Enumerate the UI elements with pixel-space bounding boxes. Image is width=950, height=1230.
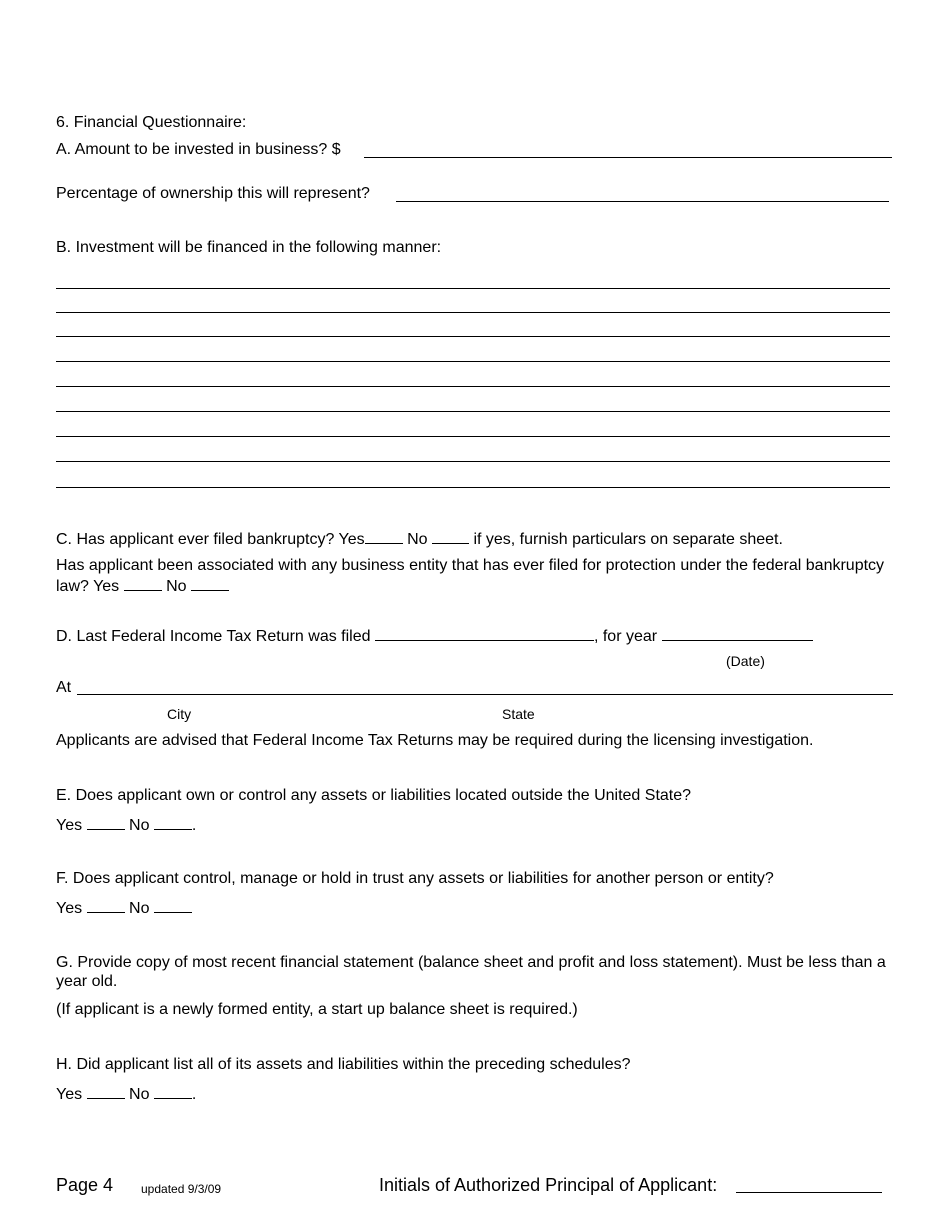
no-label: No xyxy=(129,1086,150,1103)
date-caption: (Date) xyxy=(726,653,765,669)
financing-manner-label: B. Investment will be financed in the following manner: xyxy=(56,239,442,256)
period: . xyxy=(191,1086,197,1103)
foreign-assets-answer xyxy=(56,814,196,835)
financing-line[interactable] xyxy=(56,312,890,313)
foreign-assets-question: E. Does applicant own or control any assets or liabilities located outside the United State? xyxy=(56,787,692,804)
amount-invested-field[interactable] xyxy=(364,157,892,158)
yes-label: Yes xyxy=(56,900,83,917)
initials-field[interactable] xyxy=(736,1192,882,1193)
no-label: No xyxy=(129,817,150,834)
association-no-label: No xyxy=(166,578,187,595)
bankruptcy-yes-field[interactable] xyxy=(365,528,403,544)
trust-assets-answer xyxy=(56,897,192,918)
financing-line[interactable] xyxy=(56,436,890,437)
foreign-assets-no-field[interactable] xyxy=(154,814,192,830)
bankruptcy-instructions: if yes, furnish particulars on separate sheet. xyxy=(473,531,783,548)
financing-line[interactable] xyxy=(56,361,890,362)
tax-return-advisory: Applicants are advised that Federal Income Tax Returns may be required during the licensing investigation. xyxy=(56,732,814,749)
ownership-percentage-label: Percentage of ownership this will represent? xyxy=(56,185,370,202)
city-caption: City xyxy=(167,706,192,722)
at-label: At xyxy=(56,679,72,696)
financing-line[interactable] xyxy=(56,386,890,387)
financing-line[interactable] xyxy=(56,461,890,462)
bankruptcy-question-text: C. Has applicant ever filed bankruptcy? Yes xyxy=(56,531,365,548)
financing-line[interactable] xyxy=(56,411,890,412)
assets-listed-answer xyxy=(56,1083,196,1104)
page-number: Page 4 xyxy=(56,1175,114,1195)
financial-statement-instruction: G. Provide copy of most recent financial statement (balance sheet and profit and loss statement). Must be less than a year old. xyxy=(56,954,886,990)
financing-line[interactable] xyxy=(56,336,890,337)
tax-year-field[interactable] xyxy=(662,625,813,641)
foreign-assets-yes-field[interactable] xyxy=(87,814,125,830)
location-field[interactable] xyxy=(77,694,893,695)
bankruptcy-association-text: Has applicant been associated with any business entity that has ever filed for protection under the federal bankruptcy law? Yes xyxy=(56,557,885,595)
assets-listed-no-field[interactable] xyxy=(154,1083,192,1099)
tax-return-date-field[interactable] xyxy=(375,625,594,641)
assets-listed-question: H. Did applicant list all of its assets and liabilities within the preceding schedules? xyxy=(56,1056,631,1073)
yes-label: Yes xyxy=(56,817,83,834)
amount-invested-label: A. Amount to be invested in business? $ xyxy=(56,141,341,158)
initials-label: Initials of Authorized Principal of Applicant: xyxy=(379,1175,718,1195)
no-label: No xyxy=(129,900,150,917)
bankruptcy-association-question xyxy=(56,556,896,596)
assets-listed-yes-field[interactable] xyxy=(87,1083,125,1099)
trust-assets-yes-field[interactable] xyxy=(87,897,125,913)
bankruptcy-no-field[interactable] xyxy=(432,528,469,544)
bankruptcy-no-label: No xyxy=(407,531,428,548)
ownership-percentage-field[interactable] xyxy=(396,201,889,202)
state-caption: State xyxy=(502,706,535,722)
tax-return-text: D. Last Federal Income Tax Return was filed xyxy=(56,628,371,645)
startup-balance-note: (If applicant is a newly formed entity, a start up balance sheet is required.) xyxy=(56,1001,578,1018)
association-no-field[interactable] xyxy=(191,575,229,591)
financing-line[interactable] xyxy=(56,487,890,488)
period: . xyxy=(191,817,197,834)
association-yes-field[interactable] xyxy=(124,575,162,591)
trust-assets-no-field[interactable] xyxy=(154,897,192,913)
updated-date: updated 9/3/09 xyxy=(141,1182,222,1196)
trust-assets-question: F. Does applicant control, manage or hold in trust any assets or liabilities for another person or entity? xyxy=(56,870,774,887)
tax-return-question xyxy=(56,625,813,646)
financing-line[interactable] xyxy=(56,288,890,289)
bankruptcy-question xyxy=(56,528,783,549)
section-title: 6. Financial Questionnaire: xyxy=(56,114,247,131)
for-year-label: , for year xyxy=(593,628,658,645)
yes-label: Yes xyxy=(56,1086,83,1103)
